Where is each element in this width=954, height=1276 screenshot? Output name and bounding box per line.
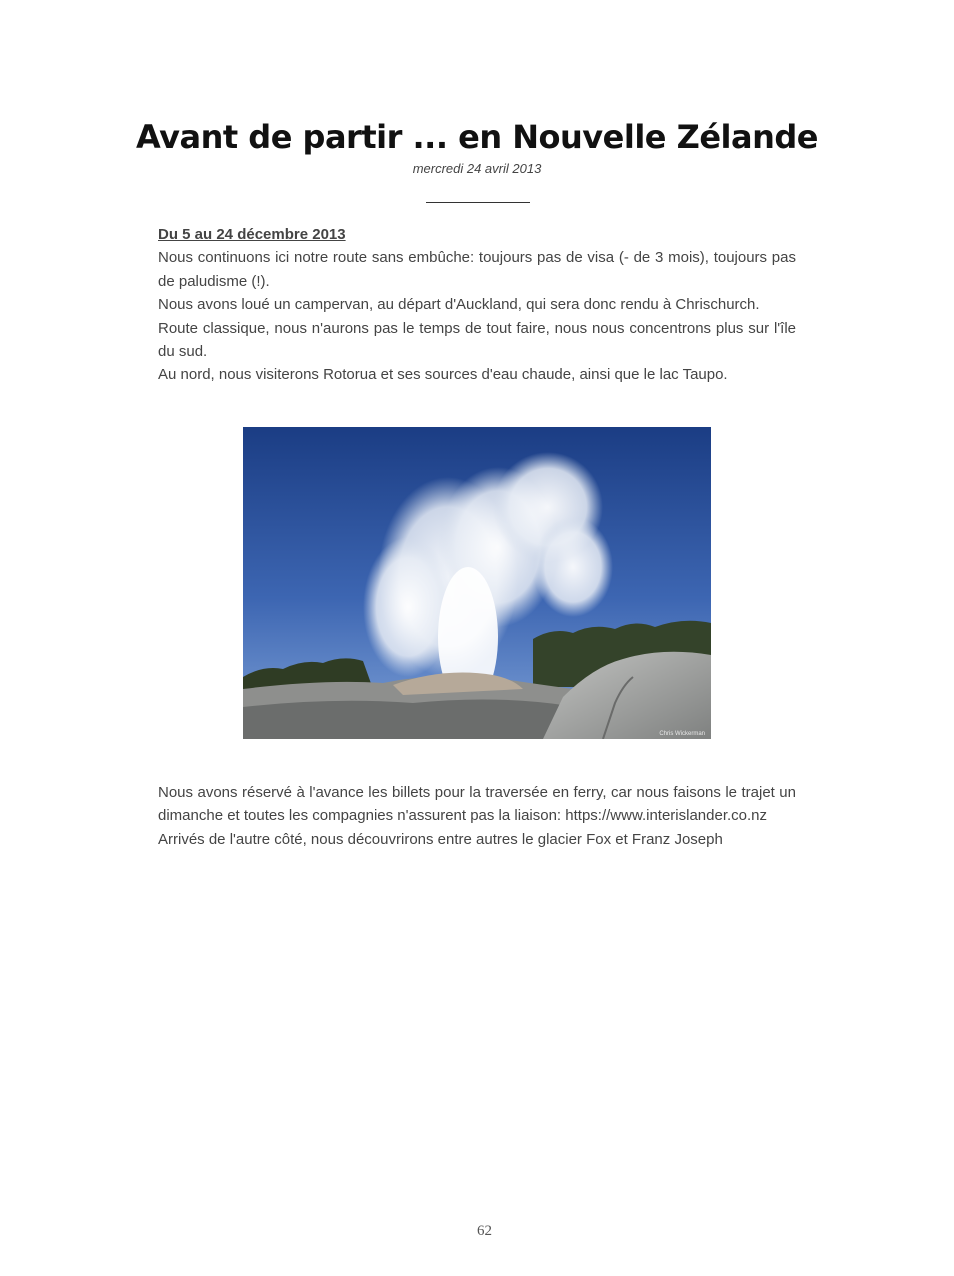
page-title: Avant de partir ... en Nouvelle Zélande: [136, 118, 818, 156]
page-number: 62: [477, 1223, 492, 1239]
paragraph: Arrivés de l'autre côté, nous découvrirons entre autres le glacier Fox et Franz Joseph: [158, 830, 723, 848]
photo-credit: Chris Wickerman: [659, 731, 705, 737]
paragraph: Nous avons loué un campervan, au départ d'Auckland, qui sera donc rendu à Chrischurch.: [158, 296, 760, 314]
geyser-photo: [243, 427, 711, 739]
text-block-ferry: [158, 781, 796, 851]
paragraph: Route classique, nous n'aurons pas le temps de tout faire, nous nous concentrons plus sur l'île du sud.: [158, 319, 796, 361]
section-heading: Du 5 au 24 décembre 2013: [158, 226, 346, 243]
text-block-intro: [158, 223, 796, 387]
paragraph: Nous continuons ici notre route sans embûche: toujours pas de visa (- de 3 mois), toujours pas de paludisme (!).: [158, 249, 796, 290]
paragraph: Nous avons réservé à l'avance les billets pour la traversée en ferry, car nous faisons le trajet un dimanche et toutes les compagnies n'assurent pas la liaison: https://www.interislander.co.nz: [158, 784, 796, 825]
separator-line: [426, 202, 530, 203]
post-date: mercredi 24 avril 2013: [412, 161, 542, 176]
paragraph: Au nord, nous visiterons Rotorua et ses sources d'eau chaude, ainsi que le lac Taupo.: [158, 366, 728, 384]
